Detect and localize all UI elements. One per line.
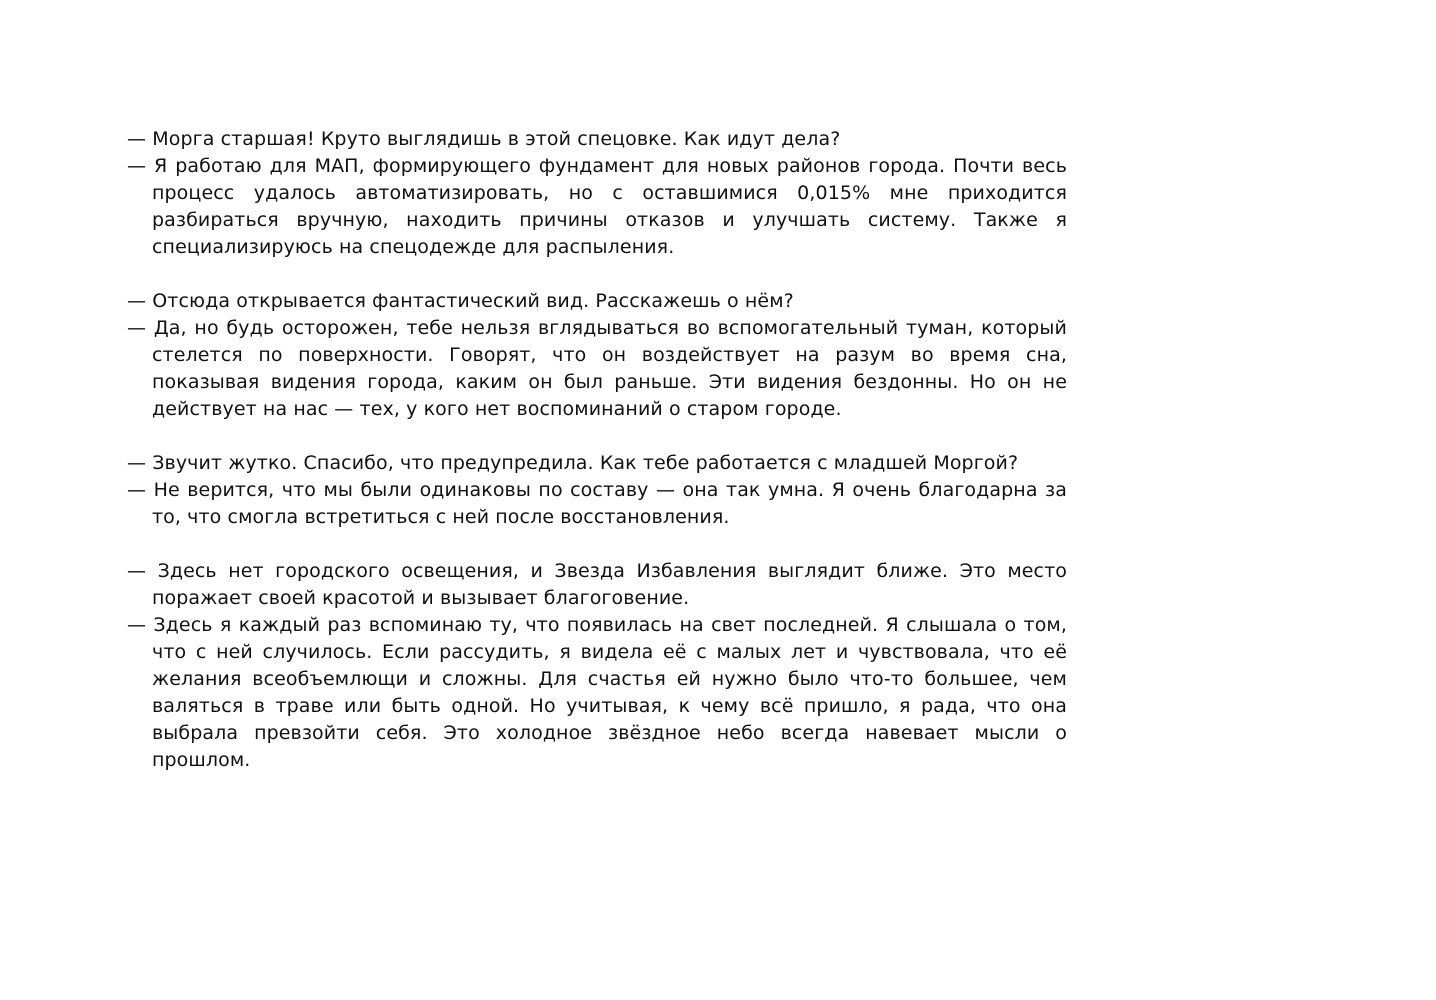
dialogue-line: — Да, но будь осторожен, тебе нельзя вглядываться во вспомогательный туман, который стелется по поверхности. Говорят, что он воздействует на разум во время сна, показывая видения города, каким он был раньше. Эти видения бездонны. Но он не действует на нас — тех, у кого нет воспоминаний о старом городе. (127, 317, 1067, 420)
dialogue-group-3 (127, 450, 1067, 531)
dialogue-line: — Звучит жутко. Спасибо, что предупредила. Как тебе работается с младшей Моргой? (127, 452, 1019, 474)
dialogue-line: — Не верится, что мы были одинаковы по составу — она так умна. Я очень благодарна за то, что смогла встретиться с ней после восстановления. (127, 479, 1067, 528)
document-page (127, 126, 1067, 774)
dialogue-group-4 (127, 558, 1067, 774)
dialogue-group-2 (127, 288, 1067, 423)
dialogue-line: — Я работаю для МАП, формирующего фундамент для новых районов города. Почти весь процесс удалось автоматизировать, но с оставшимися 0,015% мне приходится разбираться вручную, находить причины отказов и улучшать систему. Также я специализируюсь на спецодежде для распыления. (127, 155, 1067, 258)
dialogue-line: — Отсюда открывается фантастический вид. Расскажешь о нём? (127, 290, 794, 312)
dialogue-line: — Здесь нет городского освещения, и Звезда Избавления выглядит ближе. Это место поражает своей красотой и вызывает благоговение. (127, 560, 1067, 609)
dialogue-group-1 (127, 126, 1067, 261)
dialogue-line: — Морга старшая! Круто выглядишь в этой спецовке. Как идут дела? (127, 128, 841, 150)
dialogue-line: — Здесь я каждый раз вспоминаю ту, что появилась на свет последней. Я слышала о том, что с ней случилось. Если рассудить, я видела её с малых лет и чувствовала, что её желания всеобъемлющи и сложны. Для счастья ей нужно было что-то большее, чем валяться в траве или быть одной. Но учитывая, к чему всё пришло, я рада, что она выбрала превзойти себя. Это холодное звёздное небо всегда навевает мысли о прошлом. (127, 614, 1067, 771)
